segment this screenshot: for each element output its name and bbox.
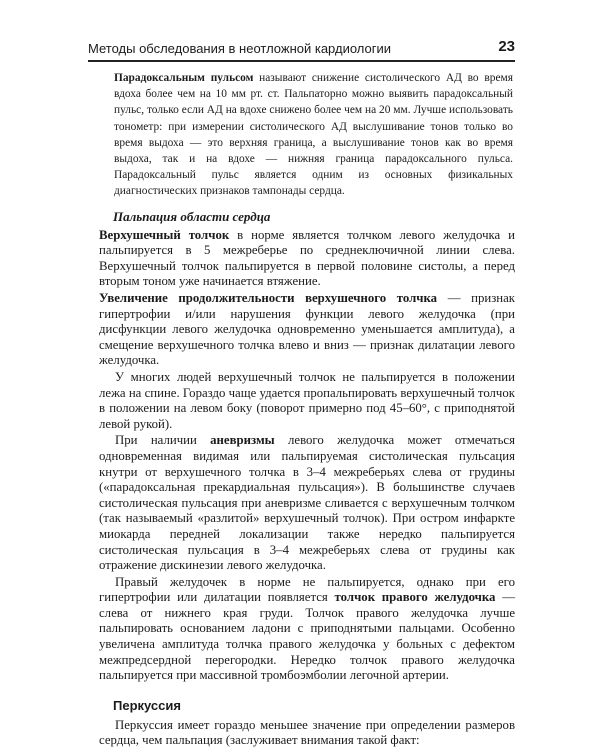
paragraph-apex-beat [99, 228, 515, 290]
term-prolonged-apex: Увеличение продолжительности верхушечного толчка [99, 291, 438, 305]
note-text: называют снижение систолического АД во время вдоха более чем на 10 мм рт. ст. Пальпаторно можно выявить парадоксальный пульс, только если АД на вдохе снижено более чем на 20 мм. Лучше использовать тонометр: при измерении систолического АД выслушивание тонов только во время выдоха — это верхняя граница, а выслушивание тонов как во время выдоха, так и на вдохе — нижняя граница парадоксального пульса. Парадоксальный пульс является одним из основных физикальных диагностических признаков тампонады сердца. [114, 72, 513, 198]
page-number: 23 [498, 38, 515, 55]
percussion-text [99, 718, 515, 749]
subsection-title: Пальпация области сердца [113, 208, 271, 224]
paragraph-right-ventricle [99, 575, 515, 684]
paragraph-text: — признак гипертрофии и/или нарушения функции левого желудочка (при дисфункции левого желудочка одновременно уменьшается амплитуда), а смещение верхушечного толчка влево и вниз — признак дилатации левого желудочка. [99, 291, 515, 368]
main-text [99, 228, 515, 684]
paragraph-text: — слева от нижнего края груди. Толчок правого желудочка лучше пальпировать основанием ладони с приподнятыми пальцами. Особенно увеличена амплитуда толчка правого желудочка у больных с дефектом межпредсердной перегородки. Нередко толчок правого желудочка пальпируется при массивной тромбоэмболии легочной артерии. [99, 590, 515, 683]
paragraph-text: в норме является толчком левого желудочка и пальпируется в 5 межреберье по среднеключичной линии слева. Верхушечный толчок пальпируется в первой половине систолы, а перед вторым тоном уже начинается втяжение. [99, 227, 515, 289]
term-rv-beat: толчок правого желудочка [334, 590, 496, 605]
note-paragraph [114, 70, 513, 200]
paragraph-aneurysm [99, 433, 515, 573]
paragraph-supine: У многих людей верхушечный толчок не пальпируется в положении лежа на спине. Гораздо чаще удается пропальпировать верхушечный толчок в положении на левом боку (поворот примерно под 45–60°, с приподнятой левой рукой). [99, 369, 515, 431]
paragraph-percussion: Перкуссия имеет гораздо меньшее значение при определении размеров сердца, чем пальпация (заслуживает внимания такой факт: [99, 717, 515, 748]
paragraph-text: При наличии [115, 433, 211, 448]
paragraph-text: Правый желудочек в норме не пальпируется, однако при его гипертрофии или дилатации появляется [99, 574, 515, 605]
note-term: Парадоксальным пульсом [114, 72, 254, 84]
section-title: Перкуссия [113, 697, 181, 713]
paragraph-text: левого желудочка может отмечаться одновременная видимая или пальпируемая систолическая пульсация кнутри от верхушечного толчка в 3–4 межреберьях слева от грудины («парадоксальная прекардиальная пульсация»). В большинстве случаев систолическая пульсация при аневризме сливается с верхушечным толчком (так называемый «разлитой» верхушечный толчок). При остром инфаркте миокарда передней локализации также нередко пальпируется систолическая пульсация в 3–4 межреберьях слева от грудины как отражение дискинезии левого желудочка. [99, 433, 515, 573]
term-aneurysm: аневризмы [210, 433, 275, 448]
paradoxical-pulse-note [99, 70, 515, 200]
page-content [99, 70, 515, 749]
running-title: Методы обследования в неотложной кардиологии [88, 41, 392, 56]
term-apex-beat: Верхушечный толчок [99, 227, 230, 242]
paragraph-prolonged-apex [99, 291, 515, 369]
page-header [88, 38, 515, 62]
